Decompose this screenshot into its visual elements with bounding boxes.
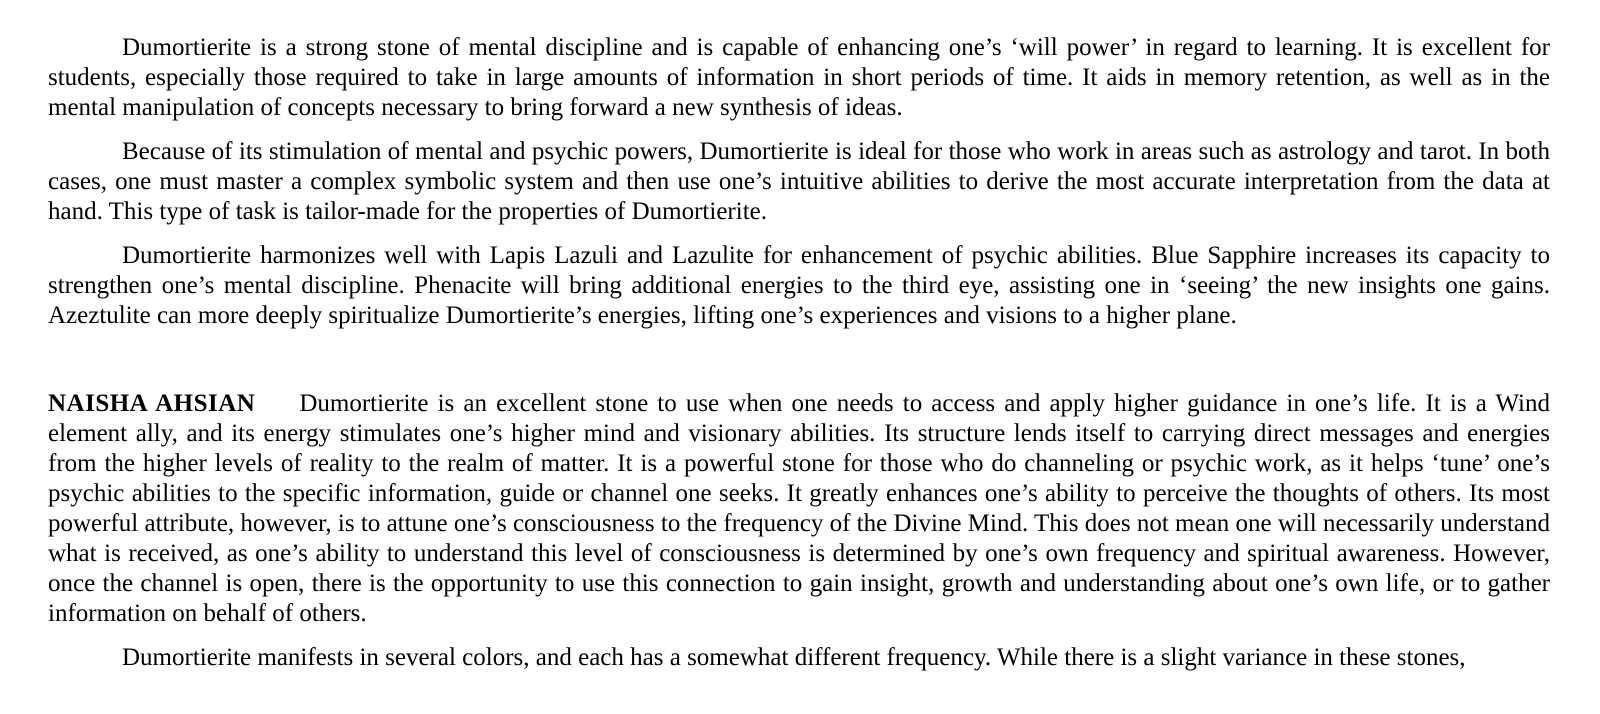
author-name-heading: NAISHA AHSIAN bbox=[48, 390, 256, 417]
paragraph-naisha-ahsian-text: Dumortierite is an excellent stone to use when one needs to access and apply higher guidance in one’s life. It is a Wind element ally, and its energy stimulates one’s higher mind and visionary abilities. Its structure lends itself to carrying direct messages and energies from the higher levels of reality to the realm of matter. It is a powerful stone for those who do channeling or psychic work, as it helps ‘tune’ one’s psychic abilities to the specific information, guide or channel one seeks. It greatly enhances one’s ability to perceive the thoughts of others. Its most powerful attribute, however, is to attune one’s consciousness to the frequency of the Divine Mind. This does not mean one will necessarily understand what is received, as one’s ability to understand this level of consciousness is determined by one’s own frequency and spiritual awareness. However, once the channel is open, there is the opportunity to use this connection to gain insight, growth and understanding about one’s own life, or to gather information on behalf of others. bbox=[48, 390, 1550, 627]
paragraph-harmonizes-stones: Dumortierite harmonizes well with Lapis Lazuli and Lazulite for enhancement of psychic abilities. Blue Sapphire increases its capacity to strengthen one’s mental discipline. Phenacite will bring additional energies to the third eye, assisting one in ‘seeing’ the new insights one gains. Azeztulite can more deeply spiritualize Dumortierite’s energies, lifting one’s experiences and visions to a higher plane. bbox=[48, 242, 1550, 329]
paragraph-astrology-tarot: Because of its stimulation of mental and psychic powers, Dumortierite is ideal for those who work in areas such as astrology and tarot. In both cases, one must master a complex symbolic system and then use one’s intuitive abilities to derive the most accurate interpretation from the data at hand. This type of task is tailor-made for the properties of Dumortierite. bbox=[48, 138, 1550, 225]
paragraph-naisha-ahsian bbox=[48, 389, 1550, 629]
paragraph-colors-frequency: Dumortierite manifests in several colors, and each has a somewhat different frequency. While there is a slight variance in these stones, bbox=[122, 644, 1466, 671]
paragraph-dumortierite-mental-discipline: Dumortierite is a strong stone of mental discipline and is capable of enhancing one’s ‘will power’ in regard to learning. It is excellent for students, especially those required to take in large amounts of information in short periods of time. It aids in memory retention, as well as in the mental manipulation of concepts necessary to bring forward a new synthesis of ideas. bbox=[48, 34, 1550, 121]
